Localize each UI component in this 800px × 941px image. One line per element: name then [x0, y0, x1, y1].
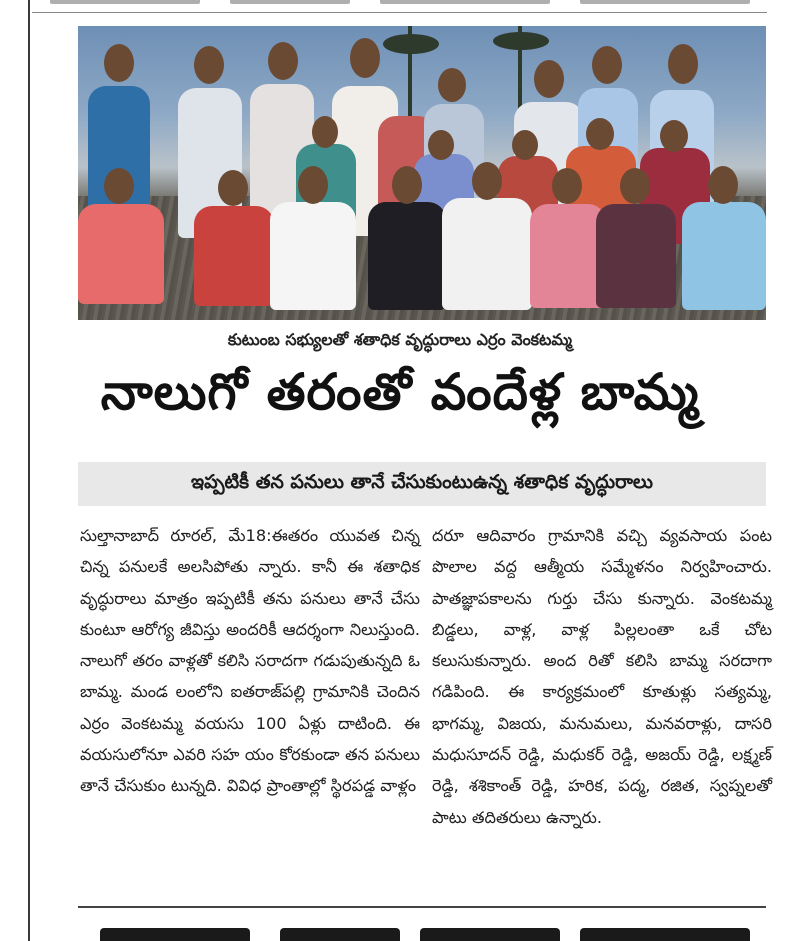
article-subheadline: ఇప్పటికీ తన పనులు తానే చేసుకుంటుఉన్న శతాధిక వృద్ధురాలు: [191, 470, 653, 493]
photo-caption: కుటుంబ సభ్యులతో శతాధిక వృద్ధురాలు ఎర్రం వెంకటమ్మ: [227, 330, 573, 349]
body-text-right: దరూ ఆదివారం గ్రామానికి వచ్చి వ్యవసాయ పంట పొలాల వద్ద ఆత్మీయ సమ్మేళనం నిర్వహించారు. పాతజ్ఞాపకాలను గుర్తు చేసు కున్నారు. వెంకటమ్మ బిడ్డలు, వాళ్ల, వాళ్ల పిల్లలంతా ఒకే చోట కలుసుకున్నారు. అంద రితో కలిసి బామ్మ సరదాగా గడిపింది. ఈ కార్యక్రమంలో కూతుళ్లు సత్యమ్మ, భాగమ్మ, విజయ, మనుమలు, మనవరాళ్లు, దాసరి మధుసూదన్ రెడ్డి, మధుకర్ రెడ్డి, అజయ్ రెడ్డి, లక్ష్మణ్ రెడ్డి, శశికాంత్ రెడ్డి, హరిక, పద్మ, రజిత, స్వప్నలతో పాటు తదితరులు ఉన్నారు.: [432, 526, 772, 827]
article-headline: నాలుగో తరంతో వందేళ్ల బామ్మ: [100, 362, 700, 421]
article-column-right: [432, 520, 772, 833]
top-divider: [32, 12, 767, 13]
cropped-previous-text: [40, 0, 765, 8]
body-text-left: సుల్తానాబాద్ రూరల్, మే18:ఈతరం యువత చిన్న చిన్న పనులకే అలసిపోతు న్నారు. కానీ ఈ శతాధిక వృద్ధురాలు మాత్రం ఇప్పటికీ తను పనులు తానే చేసు కుంటూ ఆరోగ్య జీవిస్తు అందరికీ ఆదర్శంగా నిలుస్తుంది. నాలుగో తరం వాళ్లతో కలిసి సరాదగా గడుపుతున్నది ఓ బామ్మ. మండ లంలోని ఐతరాజ్‌పల్లి గ్రామానికి చెందిన ఎర్రం వెంకటమ్మ వయసు 100 ఏళ్లు దాటింది. ఈ వయసులోనూ ఎవరి సహ యం కోరకుండా తన పనులు తానే చేసుకుం టున్నది. వివిధ ప్రాంతాల్లో స్థిరపడ్డ వాళ్లం: [80, 526, 420, 796]
page-left-border: [28, 0, 30, 941]
cropped-next-headline: [80, 920, 766, 941]
family-photo: [78, 26, 766, 320]
article-column-left: [80, 520, 420, 802]
subheadline-bar: [78, 462, 766, 506]
bottom-divider: [78, 906, 766, 908]
